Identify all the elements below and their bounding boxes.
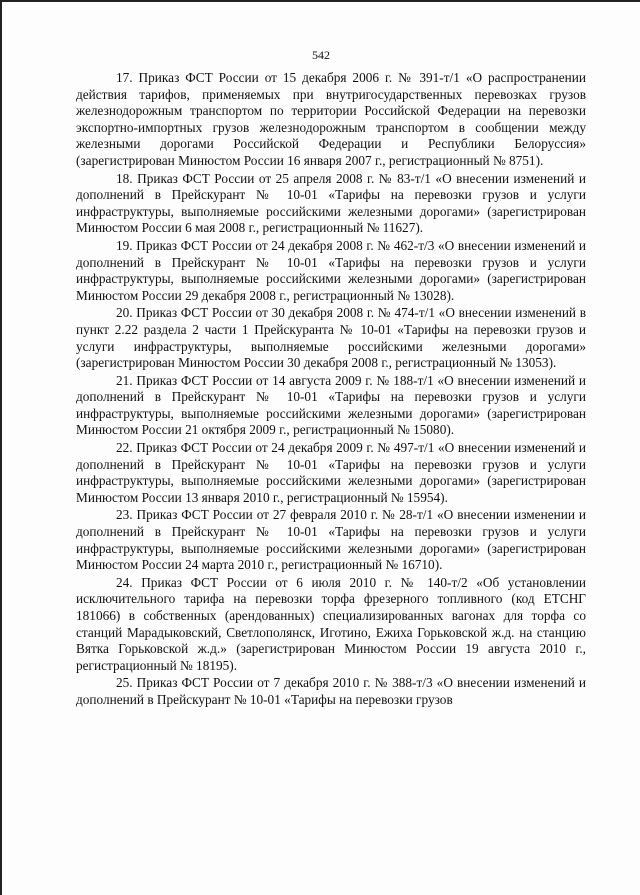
page-number: 542 [312,48,330,62]
paragraph-23: 23. Приказ ФСТ России от 27 февраля 2010 г. № 28-т/1 «О внесении изменении и дополнений в Прейскурант № 10-01 «Тарифы на перевозки грузов и услуги инфраструктуры, выполняемые российскими железными дорогами» (зарегистрирован Минюстом России 24 марта 2010 г., регистрационный № 16710). [76,507,586,573]
paragraph-24: 24. Приказ ФСТ России от 6 июля 2010 г. № 140-т/2 «Об установлении исключительного тарифа на перевозки торфа фрезерного топливного (код ЕТСНГ 181066) в собственных (арендованных) специализированных вагонах для торфа со станций Марадыковский, Светлополянск, Иготино, Ежиха Горьковской ж.д. на станцию Вятка Горьковской ж.д.» (зарегистрирован Минюстом России 19 августа 2010 г., регистрационный № 18195). [76,574,586,673]
paragraph-19: 19. Приказ ФСТ России от 24 декабря 2008 г. № 462-т/3 «О внесении изменений и дополнений в Прейскурант № 10-01 «Тарифы на перевозки грузов и услуги инфраструктуры, выполняемые российскими железными дорогами» (зарегистрирован Минюстом России 29 декабря 2008 г., регистрационный № 13028). [76,237,586,303]
document-body [76,70,586,710]
paragraph-20: 20. Приказ ФСТ России от 30 декабря 2008 г. № 474-т/1 «О внесении изменений в пункт 2.22 раздела 2 части 1 Прейскуранта № 10-01 «Тарифы на перевозки грузов и услуги инфраструктуры, выполняемые российскими железными дорогами» (зарегистрирован Минюстом России 30 декабря 2008 г., регистрационный № 13053). [76,305,586,371]
paragraph-21: 21. Приказ ФСТ России от 14 августа 2009 г. № 188-т/1 «О внесении изменений и дополнений в Прейскурант № 10-01 «Тарифы на перевозки грузов и услуги инфраструктуры, выполняемые российскими железными дорогами» (зарегистрирован Минюстом России 21 октября 2009 г., регистрационный № 15080). [76,372,586,438]
paragraph-18: 18. Приказ ФСТ России от 25 апреля 2008 г. № 83-т/1 «О внесении изменений и дополнений в Прейскурант № 10-01 «Тарифы на перевозки грузов и услуги инфраструктуры, выполняемые российскими железными дорогами» (зарегистрирован Минюстом России 6 мая 2008 г., регистрационный № 11627). [76,170,586,236]
paragraph-17: 17. Приказ ФСТ России от 15 декабря 2006 г. № 391-т/1 «О распространении действия тарифов, применяемых при внутригосударственных перевозках грузов железнодорожным транспортом по территории Российской Федерации на перевозки экспортно-импортных грузов железнодорожным транспортом в сообщении между железными дорогами Российской Федерации и Республики Белоруссия» (зарегистрирован Минюстом России 16 января 2007 г., регистрационный № 8751). [76,70,586,168]
paragraph-22: 22. Приказ ФСТ России от 24 декабря 2009 г. № 497-т/1 «О внесении изменений и дополнений в Прейскурант № 10-01 «Тарифы на перевозки грузов и услуги инфраструктуры, выполняемые российскими железными дорогами» (зарегистрирован Минюстом России 13 января 2010 г., регистрационный № 15954). [76,440,586,505]
paragraph-25: 25. Приказ ФСТ России от 7 декабря 2010 г. № 388-т/3 «О внесении изменений и дополнений в Прейскурант № 10-01 «Тарифы на перевозки грузов [76,675,586,707]
